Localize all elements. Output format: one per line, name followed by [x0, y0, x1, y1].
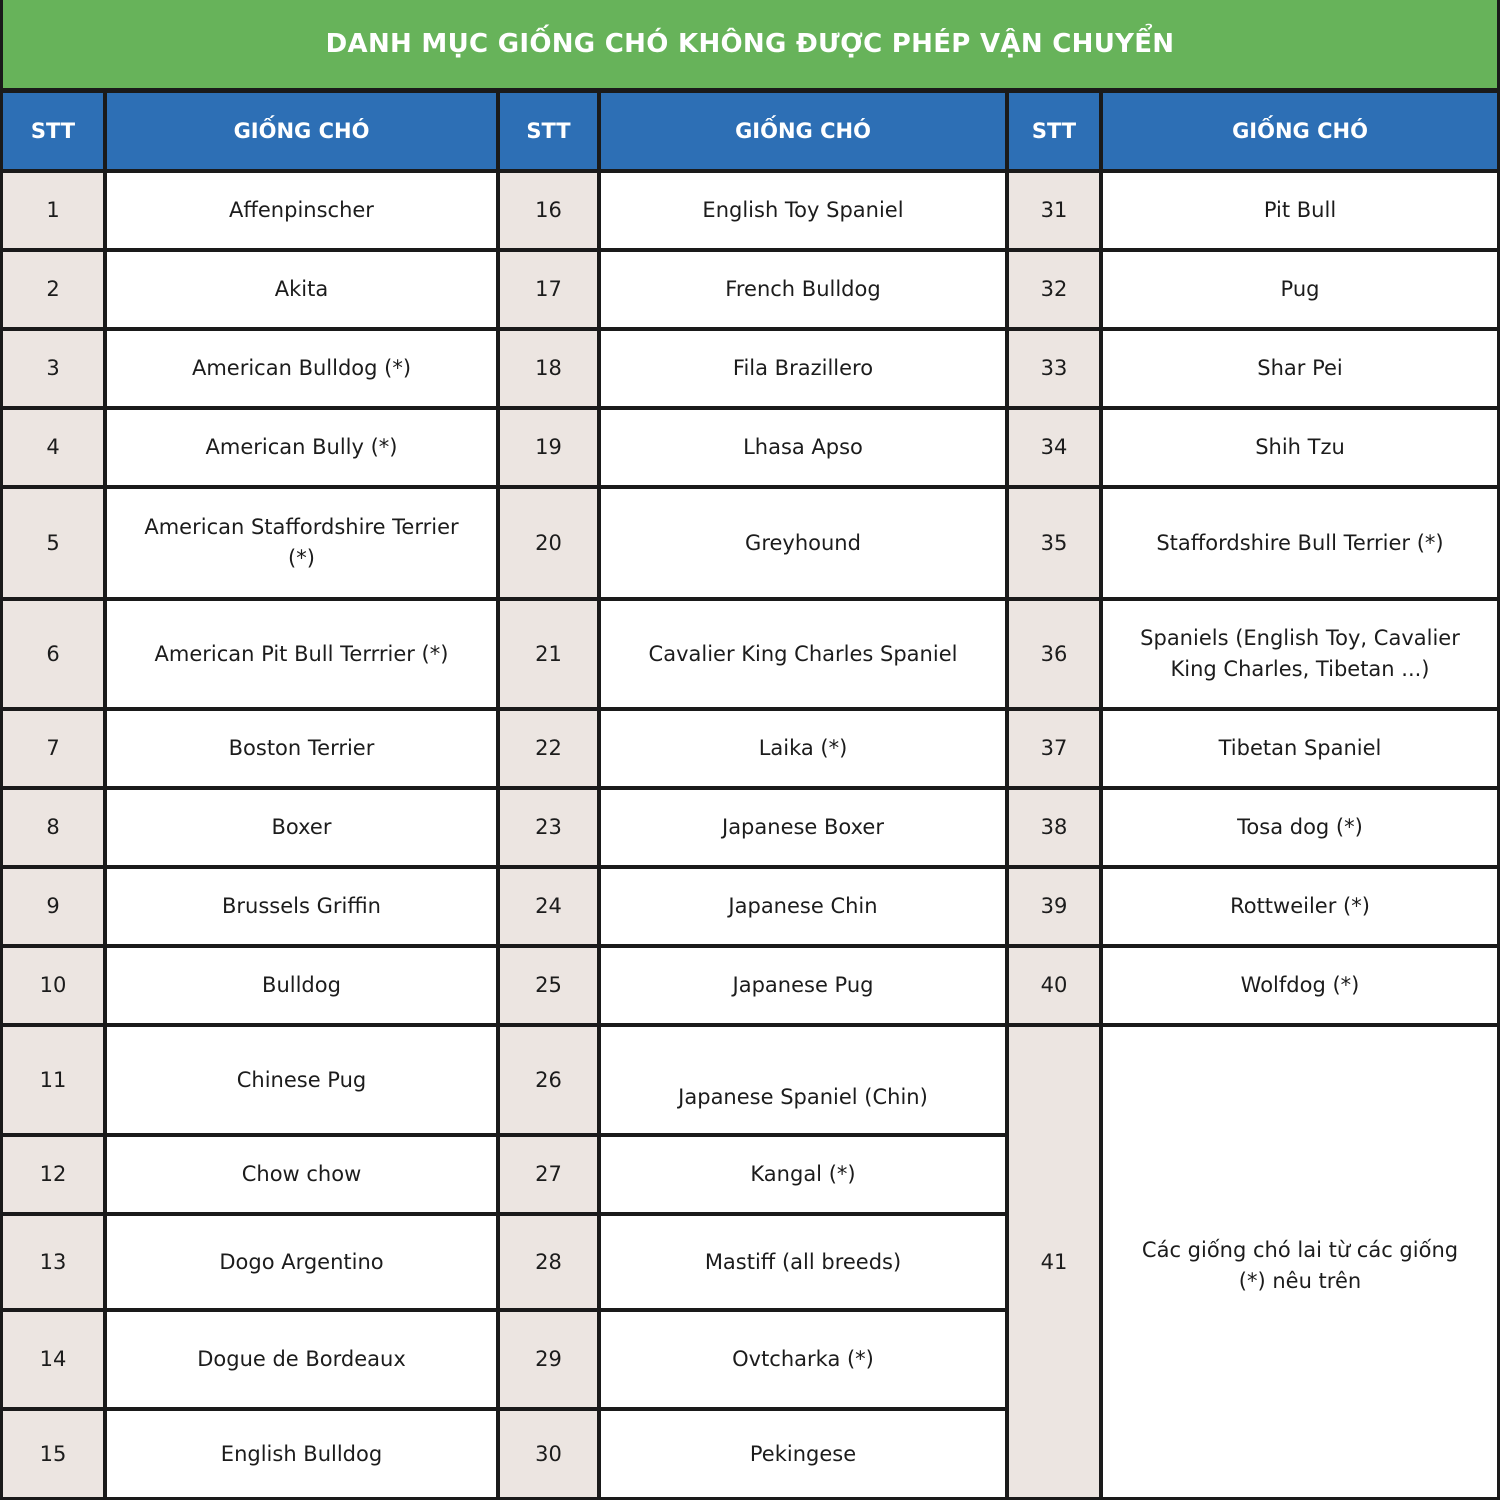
row-stt: 16 — [500, 173, 597, 248]
row-stt: 30 — [500, 1411, 597, 1497]
row-breed: Japanese Boxer — [601, 790, 1005, 865]
row-breed: Lhasa Apso — [601, 410, 1005, 485]
row-stt: 8 — [3, 790, 103, 865]
row-breed: Spaniels (English Toy, Cavalier King Charles, Tibetan ...) — [1103, 601, 1497, 707]
row-breed: Boston Terrier — [107, 711, 496, 786]
row-stt: 22 — [500, 711, 597, 786]
row-stt: 4 — [3, 410, 103, 485]
header-stt: STT — [500, 93, 597, 169]
row-breed: Tibetan Spaniel — [1103, 711, 1497, 786]
row-stt: 13 — [3, 1216, 103, 1308]
row-stt: 31 — [1009, 173, 1099, 248]
row-stt: 39 — [1009, 869, 1099, 944]
header-stt: STT — [3, 93, 103, 169]
row-breed: American Pit Bull Terrrier (*) — [107, 601, 496, 707]
row-breed: Mastiff (all breeds) — [601, 1216, 1005, 1308]
row-stt: 9 — [3, 869, 103, 944]
row-breed: English Bulldog — [107, 1411, 496, 1497]
row-stt: 11 — [3, 1027, 103, 1133]
row-breed: Wolfdog (*) — [1103, 948, 1497, 1023]
row-stt: 10 — [3, 948, 103, 1023]
row-breed: Fila Brazillero — [601, 331, 1005, 406]
row-breed: Ovtcharka (*) — [601, 1312, 1005, 1407]
row-stt: 20 — [500, 489, 597, 597]
row-stt: 26 — [500, 1027, 597, 1133]
row-stt: 33 — [1009, 331, 1099, 406]
row-breed: Japanese Pug — [601, 948, 1005, 1023]
header-breed: GIỐNG CHÓ — [107, 93, 496, 169]
row-breed: Staffordshire Bull Terrier (*) — [1103, 489, 1497, 597]
row-stt: 29 — [500, 1312, 597, 1407]
row-stt: 7 — [3, 711, 103, 786]
row-stt: 18 — [500, 331, 597, 406]
row-breed: Chinese Pug — [107, 1027, 496, 1133]
row-stt: 34 — [1009, 410, 1099, 485]
row-stt: 37 — [1009, 711, 1099, 786]
row-breed: Tosa dog (*) — [1103, 790, 1497, 865]
row-breed: Pit Bull — [1103, 173, 1497, 248]
row-breed: Laika (*) — [601, 711, 1005, 786]
row-stt: 36 — [1009, 601, 1099, 707]
row-breed: Cavalier King Charles Spaniel — [601, 601, 1005, 707]
row-breed: Japanese Spaniel (Chin) — [601, 1027, 1005, 1133]
row-breed: Shar Pei — [1103, 331, 1497, 406]
header-breed: GIỐNG CHÓ — [1103, 93, 1497, 169]
page-title: DANH MỤC GIỐNG CHÓ KHÔNG ĐƯỢC PHÉP VẬN CHUYỂN — [3, 0, 1497, 88]
row-stt: 1 — [3, 173, 103, 248]
row-stt: 3 — [3, 331, 103, 406]
row-stt: 14 — [3, 1312, 103, 1407]
row-stt: 23 — [500, 790, 597, 865]
row-breed: Akita — [107, 252, 496, 327]
row-stt: 32 — [1009, 252, 1099, 327]
row-breed: American Staffordshire Terrier (*) — [107, 489, 496, 597]
row-breed: Rottweiler (*) — [1103, 869, 1497, 944]
row-stt: 2 — [3, 252, 103, 327]
row-breed: Shih Tzu — [1103, 410, 1497, 485]
row-stt: 27 — [500, 1137, 597, 1212]
row-breed: Các giống chó lai từ các giống (*) nêu trên — [1103, 1027, 1497, 1497]
row-stt: 25 — [500, 948, 597, 1023]
row-breed: Kangal (*) — [601, 1137, 1005, 1212]
row-stt: 21 — [500, 601, 597, 707]
row-breed: English Toy Spaniel — [601, 173, 1005, 248]
row-breed: Chow chow — [107, 1137, 496, 1212]
row-stt: 5 — [3, 489, 103, 597]
row-stt: 38 — [1009, 790, 1099, 865]
row-breed: American Bulldog (*) — [107, 331, 496, 406]
row-breed: Brussels Griffin — [107, 869, 496, 944]
row-stt: 40 — [1009, 948, 1099, 1023]
row-breed: Japanese Chin — [601, 869, 1005, 944]
row-breed: Dogo Argentino — [107, 1216, 496, 1308]
row-stt: 12 — [3, 1137, 103, 1212]
row-breed: French Bulldog — [601, 252, 1005, 327]
row-stt: 6 — [3, 601, 103, 707]
row-stt: 24 — [500, 869, 597, 944]
row-breed: Affenpinscher — [107, 173, 496, 248]
row-stt: 17 — [500, 252, 597, 327]
row-breed: Dogue de Bordeaux — [107, 1312, 496, 1407]
row-breed: Bulldog — [107, 948, 496, 1023]
row-stt: 35 — [1009, 489, 1099, 597]
row-breed: Pug — [1103, 252, 1497, 327]
row-breed: Pekingese — [601, 1411, 1005, 1497]
row-breed: Greyhound — [601, 489, 1005, 597]
header-stt: STT — [1009, 93, 1099, 169]
row-stt: 41 — [1009, 1027, 1099, 1497]
header-breed: GIỐNG CHÓ — [601, 93, 1005, 169]
row-breed: Boxer — [107, 790, 496, 865]
row-stt: 28 — [500, 1216, 597, 1308]
row-breed: American Bully (*) — [107, 410, 496, 485]
row-stt: 19 — [500, 410, 597, 485]
row-stt: 15 — [3, 1411, 103, 1497]
